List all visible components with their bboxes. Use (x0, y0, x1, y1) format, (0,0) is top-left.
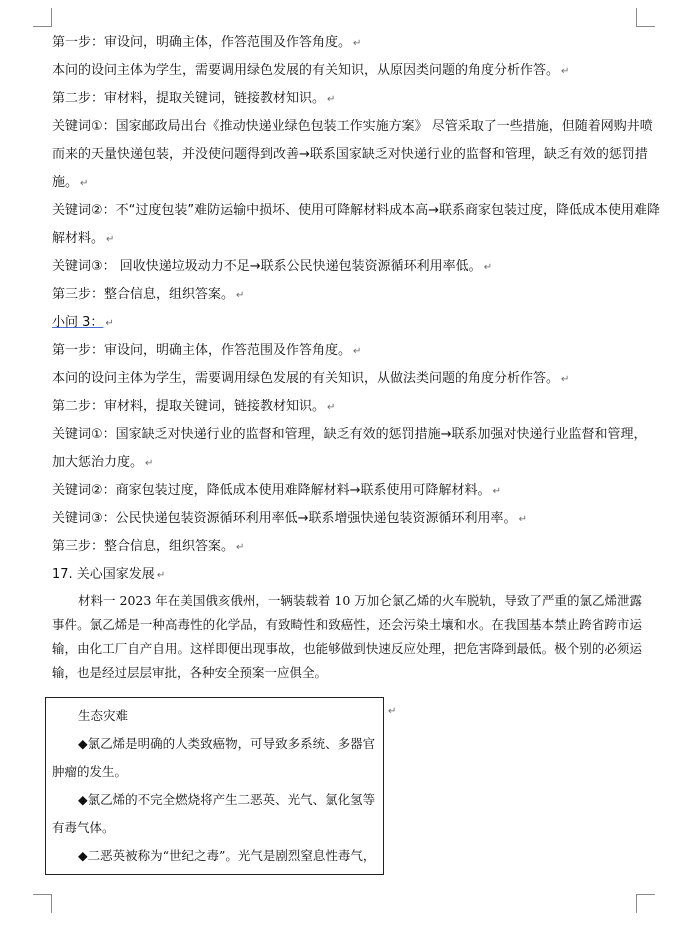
crop-mark-bottom-left (33, 894, 52, 913)
text-line: 解材料。 ↵ (52, 231, 115, 246)
crop-mark-top-left (33, 8, 52, 27)
crop-mark-top-right (636, 8, 655, 27)
crop-mark-bottom-right (636, 894, 655, 913)
box-item: ◆氯乙烯的不完全燃烧将产生二恶英、光气、氯化氢等有毒气体。 (52, 792, 376, 835)
text-line: 加大惩治力度。 ↵ (52, 455, 154, 470)
question-heading: 17. 关心国家发展 ↵ (52, 567, 166, 582)
text-line: 关键词②：不“过度包装”难防运输中损坏、使用可降解材料成本高→联系商家包装过度，降低成本使用难降 (52, 203, 661, 218)
paragraph-mark: ↵ (388, 706, 397, 717)
ecology-disaster-box (45, 697, 384, 875)
text-line: 第二步：审材料，提取关键词，链接教材知识。 ↵ (52, 399, 336, 414)
text-line: 关键词①：国家缺乏对快递行业的监督和管理，缺乏有效的惩罚措施→联系加强对快递行业监督和管理， (52, 427, 647, 442)
box-item: ◆二恶英被称为“世纪之毒”。光气是剧烈窒息性毒气， (78, 848, 376, 863)
text-line: 施。 ↵ (52, 175, 89, 190)
box-title: 生态灾难 (78, 708, 129, 723)
document-body (52, 29, 661, 589)
text-line: 第三步：整合信息，组织答案。 ↵ (52, 287, 245, 302)
text-line: 而来的天量快递包装，并没使问题得到改善→联系国家缺乏对快递行业的监督和管理，缺乏有效的惩罚措 (52, 147, 648, 162)
text-line: 第一步：审设问，明确主体，作答范围及作答角度。 ↵ (52, 343, 362, 358)
material-passage (52, 589, 642, 685)
text-line: 第二步：审材料，提取关键词，链接教材知识。 ↵ (52, 91, 336, 106)
text-line: 第一步：审设问，明确主体，作答范围及作答角度。 ↵ (52, 35, 362, 50)
material-text: 材料一 2023 年在美国俄亥俄州，一辆装载着 10 万加仑氯乙烯的火车脱轨，导致了严重的氯乙烯泄露事件。氯乙烯是一种高毒性的化学品，有致畸性和致癌性，还会污染土壤和水。在我国基本禁止跨省跨市运输，由化工厂自产自用。这样即便出现事故，也能够做到快速反应处理，把危害降到最低。极个别的必须运输，也是经过层层审批，各种安全预案一应俱全。 (52, 593, 642, 680)
text-line: 第三步：整合信息，组织答案。 ↵ (52, 539, 245, 554)
text-line: 本问的设问主体为学生，需要调用绿色发展的有关知识，从做法类问题的角度分析作答。 ↵ (52, 371, 570, 386)
text-line: 关键词③：公民快递包装资源循环利用率低→联系增强快递包装资源循环利用率。 ↵ (52, 511, 527, 526)
box-item: ◆氯乙烯是明确的人类致癌物，可导致多系统、多器官肿瘤的发生。 (52, 736, 376, 779)
text-line: 关键词②：商家包装过度，降低成本使用难降解材料→联系使用可降解材料。 ↵ (52, 483, 501, 498)
text-line: 本问的设问主体为学生，需要调用绿色发展的有关知识，从原因类问题的角度分析作答。 ↵ (52, 63, 570, 78)
text-line: 关键词①：国家邮政局出台《推动快递业绿色包装工作实施方案》 尽管采取了一些措施，但随着网购井喷 (52, 119, 653, 134)
subquestion-heading: 小问 3： ↵ (52, 315, 114, 330)
text-line: 关键词③： 回收快递垃圾动力不足→联系公民快递包装资源循环利用率低。 ↵ (52, 259, 493, 274)
